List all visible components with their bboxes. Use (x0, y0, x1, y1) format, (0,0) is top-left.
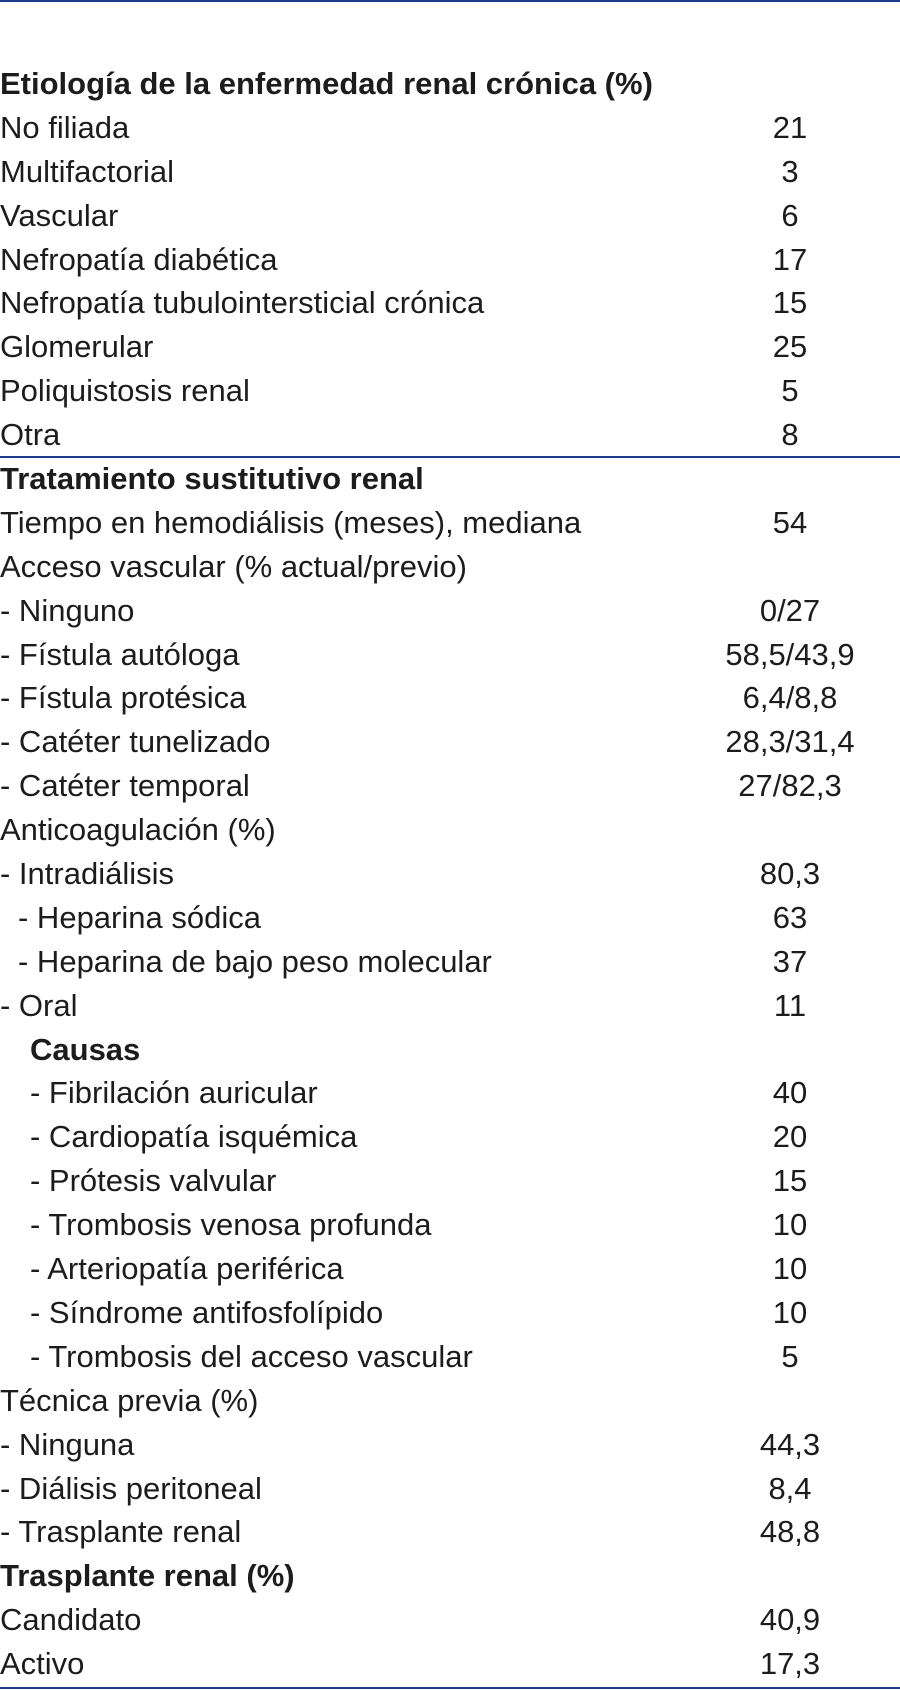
table-row (0, 1423, 900, 1467)
row-value: 15 (772, 1163, 808, 1199)
row-value: 40 (772, 1075, 808, 1111)
row-label: Nefropatía tubulointersticial crónica (0, 285, 485, 321)
row-value: 20 (772, 1119, 808, 1155)
table-row (0, 1159, 900, 1203)
row-value: 5 (781, 373, 799, 409)
row-label: - Diálisis peritoneal (0, 1470, 262, 1506)
section-header-etiologia (0, 62, 900, 106)
row-label: - Síndrome antifosfolípido (30, 1294, 384, 1330)
row-value: 5 (781, 1338, 799, 1374)
table-row (0, 852, 900, 896)
table-row (0, 1642, 900, 1686)
row-value: 25 (772, 329, 808, 365)
table-bottom-rule (0, 1687, 900, 1689)
section-header-tratamiento (0, 457, 900, 501)
row-value: 6,4/8,8 (742, 680, 838, 716)
row-label: - Prótesis valvular (30, 1163, 277, 1199)
table-row (0, 1247, 900, 1291)
row-label: - Heparina sódica (18, 899, 261, 935)
row-value: 37 (772, 943, 808, 979)
row-label: Poliquistosis renal (0, 373, 250, 409)
row-label: - Catéter tunelizado (0, 724, 271, 760)
row-value: 40,9 (759, 1602, 821, 1638)
table-row (0, 501, 900, 545)
row-value: 80,3 (759, 856, 821, 892)
section-header-trasplante (0, 1554, 900, 1598)
row-label: Vascular (0, 197, 119, 233)
row-value: 11 (773, 987, 807, 1023)
section-title: Trasplante renal (%) (0, 1558, 295, 1594)
row-label: Anticoagulación (%) (0, 812, 276, 848)
table-row (0, 1203, 900, 1247)
row-label: - Cardiopatía isquémica (30, 1119, 358, 1155)
row-label: Activo (0, 1646, 85, 1682)
row-value: 10 (772, 1251, 808, 1287)
table-row (0, 1115, 900, 1159)
row-label: Glomerular (0, 329, 154, 365)
table-row (0, 106, 900, 150)
row-label: - Trombosis del acceso vascular (30, 1338, 473, 1374)
row-value: 0/27 (759, 592, 821, 628)
table-row (0, 633, 900, 677)
table-row (0, 1071, 900, 1115)
row-label: Candidato (0, 1602, 142, 1638)
row-value: 3 (781, 153, 799, 189)
table-row (0, 720, 900, 764)
row-label: - Intradiálisis (0, 856, 174, 892)
row-label: - Fístula protésica (0, 680, 247, 716)
row-value: 10 (772, 1207, 808, 1243)
row-value: 15 (772, 285, 808, 321)
subsection-header-causas (0, 1028, 900, 1072)
row-value: 8 (781, 417, 799, 453)
row-value: 28,3/31,4 (725, 724, 855, 760)
row-label: - Fibrilación auricular (30, 1075, 318, 1111)
table-row (0, 369, 900, 413)
section-title: Tratamiento sustitutivo renal (0, 461, 424, 497)
row-label: Causas (30, 1031, 141, 1067)
table-row (0, 1510, 900, 1554)
row-label: - Arteriopatía periférica (30, 1251, 344, 1287)
table-top-rule (0, 0, 900, 2)
row-label: - Trombosis venosa profunda (30, 1207, 432, 1243)
row-label: Tiempo en hemodiálisis (meses), mediana (0, 504, 582, 540)
row-value: 44,3 (759, 1426, 821, 1462)
section-title: Etiología de la enfermedad renal crónica (%) (0, 66, 653, 101)
table-row (0, 1291, 900, 1335)
table-row (0, 808, 900, 852)
row-value: 54 (772, 504, 808, 540)
table-row (0, 1598, 900, 1642)
row-value: 10 (772, 1294, 808, 1330)
table-row (0, 238, 900, 282)
table-row (0, 1467, 900, 1511)
table-row (0, 1335, 900, 1379)
row-value: 58,5/43,9 (725, 636, 855, 672)
row-label: No filiada (0, 109, 130, 145)
row-value: 6 (781, 197, 799, 233)
table-row (0, 194, 900, 238)
patient-characteristics-table (0, 62, 900, 1686)
row-label: - Heparina de bajo peso molecular (18, 943, 492, 979)
table-row (0, 589, 900, 633)
table-row (0, 896, 900, 940)
table-row (0, 940, 900, 984)
row-label: Nefropatía diabética (0, 241, 278, 277)
table-row (0, 764, 900, 808)
table-row (0, 1379, 900, 1423)
row-value: 21 (772, 109, 808, 145)
table-row (0, 545, 900, 589)
row-label: Otra (0, 417, 61, 453)
row-value: 17 (772, 241, 808, 277)
row-value: 17,3 (759, 1646, 821, 1682)
row-value: 8,4 (768, 1470, 812, 1506)
row-label: - Ninguna (0, 1426, 135, 1462)
table-row (0, 413, 900, 457)
row-label: Multifactorial (0, 153, 174, 189)
row-value: 27/82,3 (738, 768, 842, 804)
table-row (0, 281, 900, 325)
table-row (0, 325, 900, 369)
row-label: - Oral (0, 987, 78, 1023)
table-row (0, 150, 900, 194)
table-row (0, 984, 900, 1028)
row-label: - Fístula autóloga (0, 636, 240, 672)
row-label: - Trasplante renal (0, 1514, 242, 1550)
row-label: - Catéter temporal (0, 768, 250, 804)
row-label: - Ninguno (0, 592, 135, 628)
table-row (0, 676, 900, 720)
row-value: 48,8 (759, 1514, 821, 1550)
row-value: 63 (772, 899, 808, 935)
row-label: Técnica previa (%) (0, 1382, 259, 1418)
row-label: Acceso vascular (% actual/previo) (0, 548, 467, 584)
